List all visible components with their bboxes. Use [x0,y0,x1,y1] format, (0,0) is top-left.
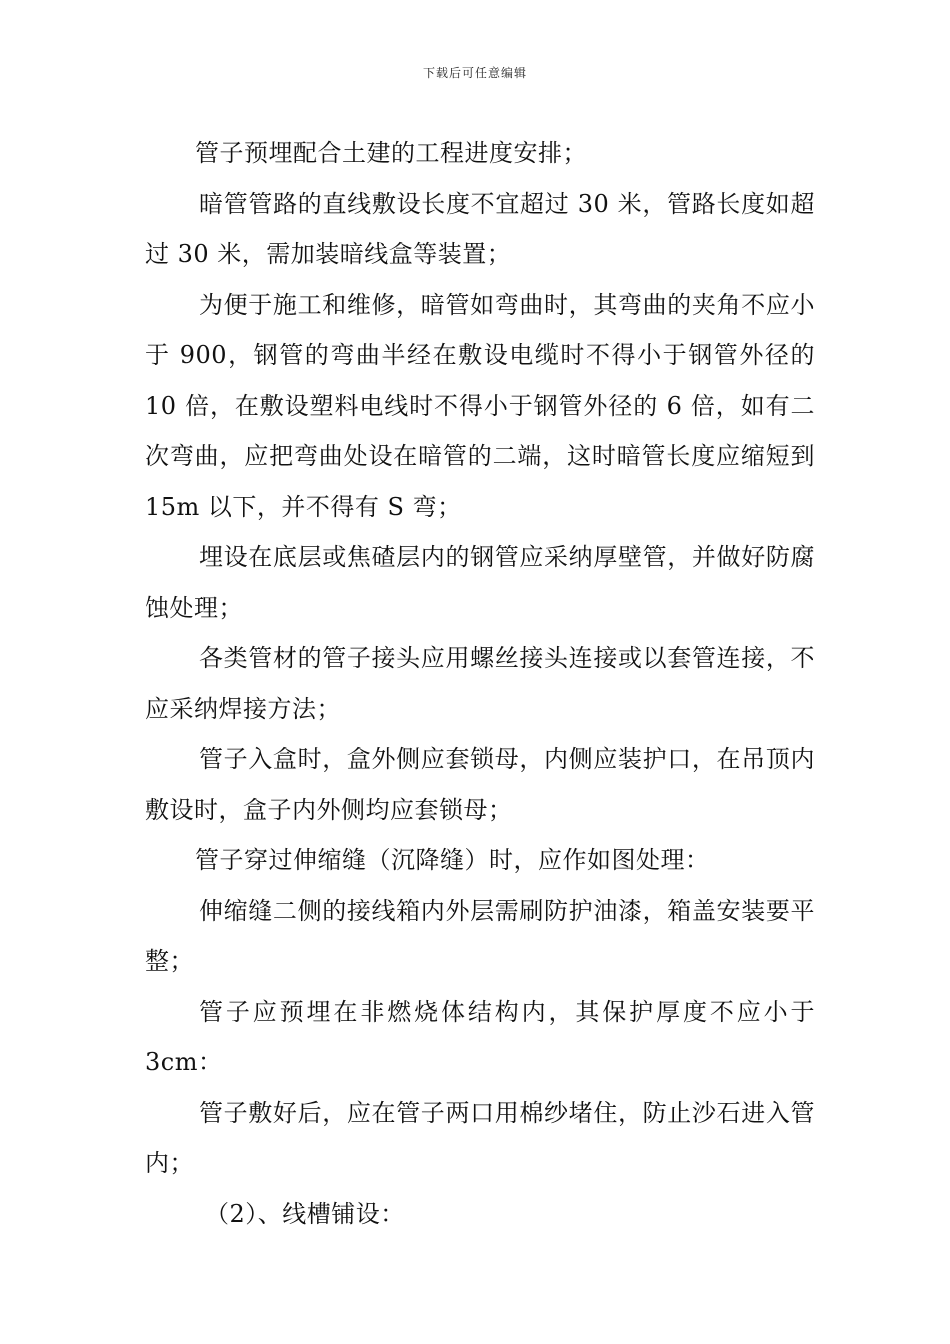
page-header: 下载后可任意编辑 [422,66,527,80]
document-body [145,128,815,1239]
paragraph-1: 管子预埋配合土建的工程进度安排； [195,139,587,167]
paragraph-6: 管子入盒时，盒外侧应套锁母，内侧应装护口，在吊顶内敷设时，盒子内外侧均应套锁母； [145,745,815,824]
paragraph-5: 各类管材的管子接头应用螺丝接头连接或以套管连接，不应采纳焊接方法； [145,644,815,723]
paragraph-4: 埋设在底层或焦碴层内的钢管应采纳厚壁管，并做好防腐蚀处理； [145,543,815,622]
paragraph-2: 暗管管路的直线敷设长度不宜超过 30 米，管路长度如超过 30 米，需加装暗线盒等装置； [145,189,815,268]
paragraph-8: 伸缩缝二侧的接线箱内外层需刷防护油漆，箱盖安装要平整； [145,896,815,975]
paragraph-10: 管子敷好后，应在管子两口用棉纱堵住，防止沙石进入管内； [145,1098,815,1177]
paragraph-3: 为便于施工和维修，暗管如弯曲时，其弯曲的夹角不应小于 900，钢管的弯曲半经在敷设电缆时不得小于钢管外径的 10 倍，在敷设塑料电线时不得小于钢管外径的 6 倍，如有二次弯曲，应把弯曲处设在暗管的二端，这时暗管长度应缩短到 15m 以下，并不得有 S 弯； [145,290,815,521]
paragraph-7: 管子穿过伸缩缝（沉降缝）时，应作如图处理： [195,846,710,874]
paragraph-9: 管子应预埋在非燃烧体结构内，其保护厚度不应小于 3cm： [145,997,815,1076]
section-heading: （2）、线槽铺设： [205,1199,405,1228]
